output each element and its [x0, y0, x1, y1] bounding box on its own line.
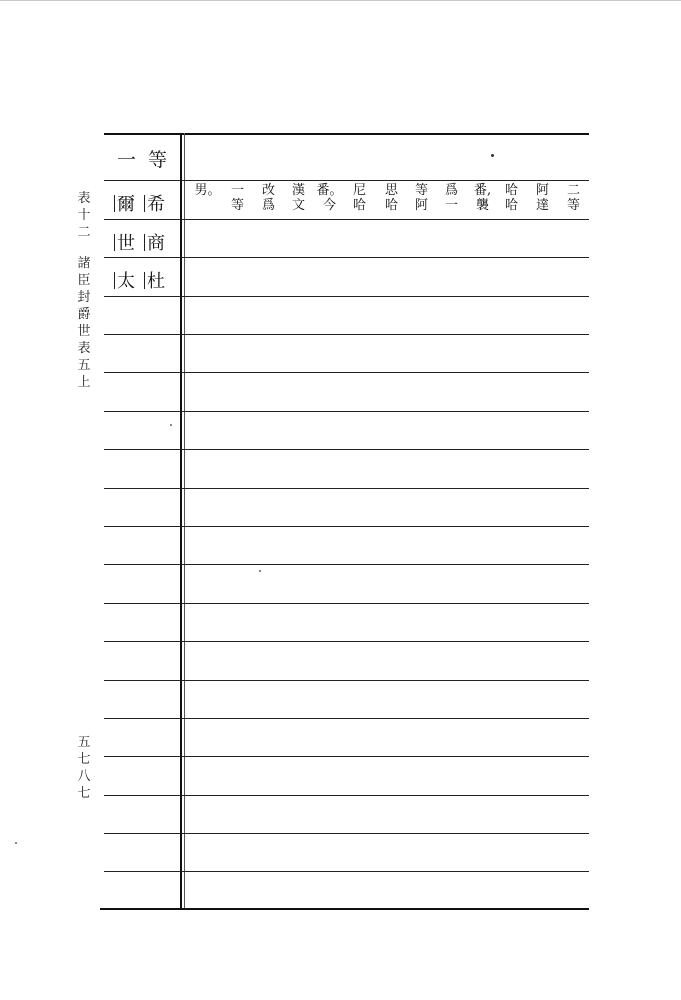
row-rule	[104, 488, 589, 489]
note-char: 一	[444, 198, 458, 213]
row-rule	[104, 795, 589, 796]
note-char: 哈	[352, 198, 366, 213]
page-number-char: 七	[77, 752, 91, 767]
row-rule	[104, 833, 589, 834]
scan-edge-line	[0, 0, 681, 1]
note-char: 哈	[504, 183, 518, 198]
note-column	[352, 183, 367, 213]
table-bottom-rule	[100, 908, 589, 910]
row-rule	[104, 603, 589, 604]
row-rule	[104, 871, 589, 872]
note-char: 阿	[535, 183, 549, 198]
page-number-char: 八	[77, 769, 91, 784]
note-column	[504, 183, 519, 213]
row-rule	[104, 411, 589, 412]
margin-char: 表	[77, 191, 91, 206]
margin-char: 二	[77, 225, 91, 240]
note-char: 等	[414, 183, 428, 198]
note-char: 阿	[414, 198, 428, 213]
row-rule	[104, 718, 589, 719]
note-char: 爲	[261, 198, 275, 213]
holder-name-row	[114, 267, 174, 293]
note-char: 漢	[291, 183, 305, 198]
note-char: 文	[291, 198, 305, 213]
note-column	[475, 183, 490, 213]
given-name-char: 爾	[117, 194, 144, 215]
row-rule	[104, 680, 589, 681]
note-char: 達	[535, 198, 549, 213]
margin-char: 封	[77, 290, 91, 305]
given-name-char: 世	[117, 233, 144, 254]
holder-name-row	[114, 190, 174, 216]
row-rule	[104, 180, 589, 181]
note-column	[291, 183, 306, 213]
margin-char: 諸	[77, 256, 91, 271]
note-char: 等	[230, 198, 244, 213]
page-number-char: 七	[77, 786, 91, 801]
name-mark	[114, 195, 115, 212]
row-rule	[104, 372, 589, 373]
note-column	[384, 183, 399, 213]
note-char: 今	[322, 198, 336, 213]
margin-char: 十	[77, 208, 91, 223]
note-char: 尼	[352, 183, 366, 198]
row-rule	[104, 526, 589, 527]
surname-char: 希	[147, 194, 174, 215]
note-char: 哈	[504, 198, 518, 213]
name-mark	[114, 234, 115, 251]
note-column	[194, 183, 221, 198]
margin-table-title	[74, 190, 94, 391]
note-column	[444, 183, 459, 213]
print-speck	[15, 842, 17, 844]
name-mark	[144, 272, 145, 289]
note-char: 思	[384, 183, 398, 198]
margin-char: 上	[77, 375, 91, 390]
name-mark	[144, 234, 145, 251]
page-number-char: 五	[77, 735, 91, 750]
holder-name-row	[114, 229, 174, 255]
table-top-rule	[104, 133, 589, 135]
note-char: 男。	[194, 183, 221, 198]
row-rule	[104, 334, 589, 335]
margin-char: 五	[77, 358, 91, 373]
row-rule	[104, 257, 589, 258]
table-column-divider-inner	[184, 133, 185, 910]
name-mark	[114, 272, 115, 289]
print-speck	[491, 154, 494, 157]
margin-char: 世	[77, 324, 91, 339]
note-column	[316, 183, 343, 213]
note-column	[566, 183, 581, 213]
row-rule	[104, 756, 589, 757]
surname-char: 商	[147, 233, 174, 254]
given-name-char: 太	[117, 271, 144, 292]
row-rule	[104, 564, 589, 565]
surname-char: 杜	[147, 271, 174, 292]
rank-heading: 一等	[117, 149, 180, 171]
note-char: 二	[566, 183, 580, 198]
row-rule	[104, 296, 589, 297]
margin-page-number	[74, 734, 94, 802]
table-column-divider	[180, 133, 182, 910]
note-char: 一	[230, 183, 244, 198]
row-rule	[104, 449, 589, 450]
row-rule	[104, 641, 589, 642]
margin-char: 爵	[77, 307, 91, 322]
margin-char: 臣	[77, 273, 91, 288]
note-column	[414, 183, 429, 213]
note-char: 哈	[384, 198, 398, 213]
note-column	[535, 183, 550, 213]
print-speck	[259, 570, 261, 572]
note-char: 等	[566, 198, 580, 213]
note-char: 番。	[316, 183, 343, 198]
note-column	[230, 183, 245, 213]
margin-char: 表	[77, 341, 91, 356]
note-char: 襲	[475, 198, 489, 213]
row-rule	[104, 219, 589, 220]
note-char: 番,	[473, 183, 492, 198]
name-mark	[144, 195, 145, 212]
note-char: 改	[261, 183, 275, 198]
note-column	[261, 183, 276, 213]
note-char: 爲	[444, 183, 458, 198]
print-speck	[170, 424, 172, 426]
